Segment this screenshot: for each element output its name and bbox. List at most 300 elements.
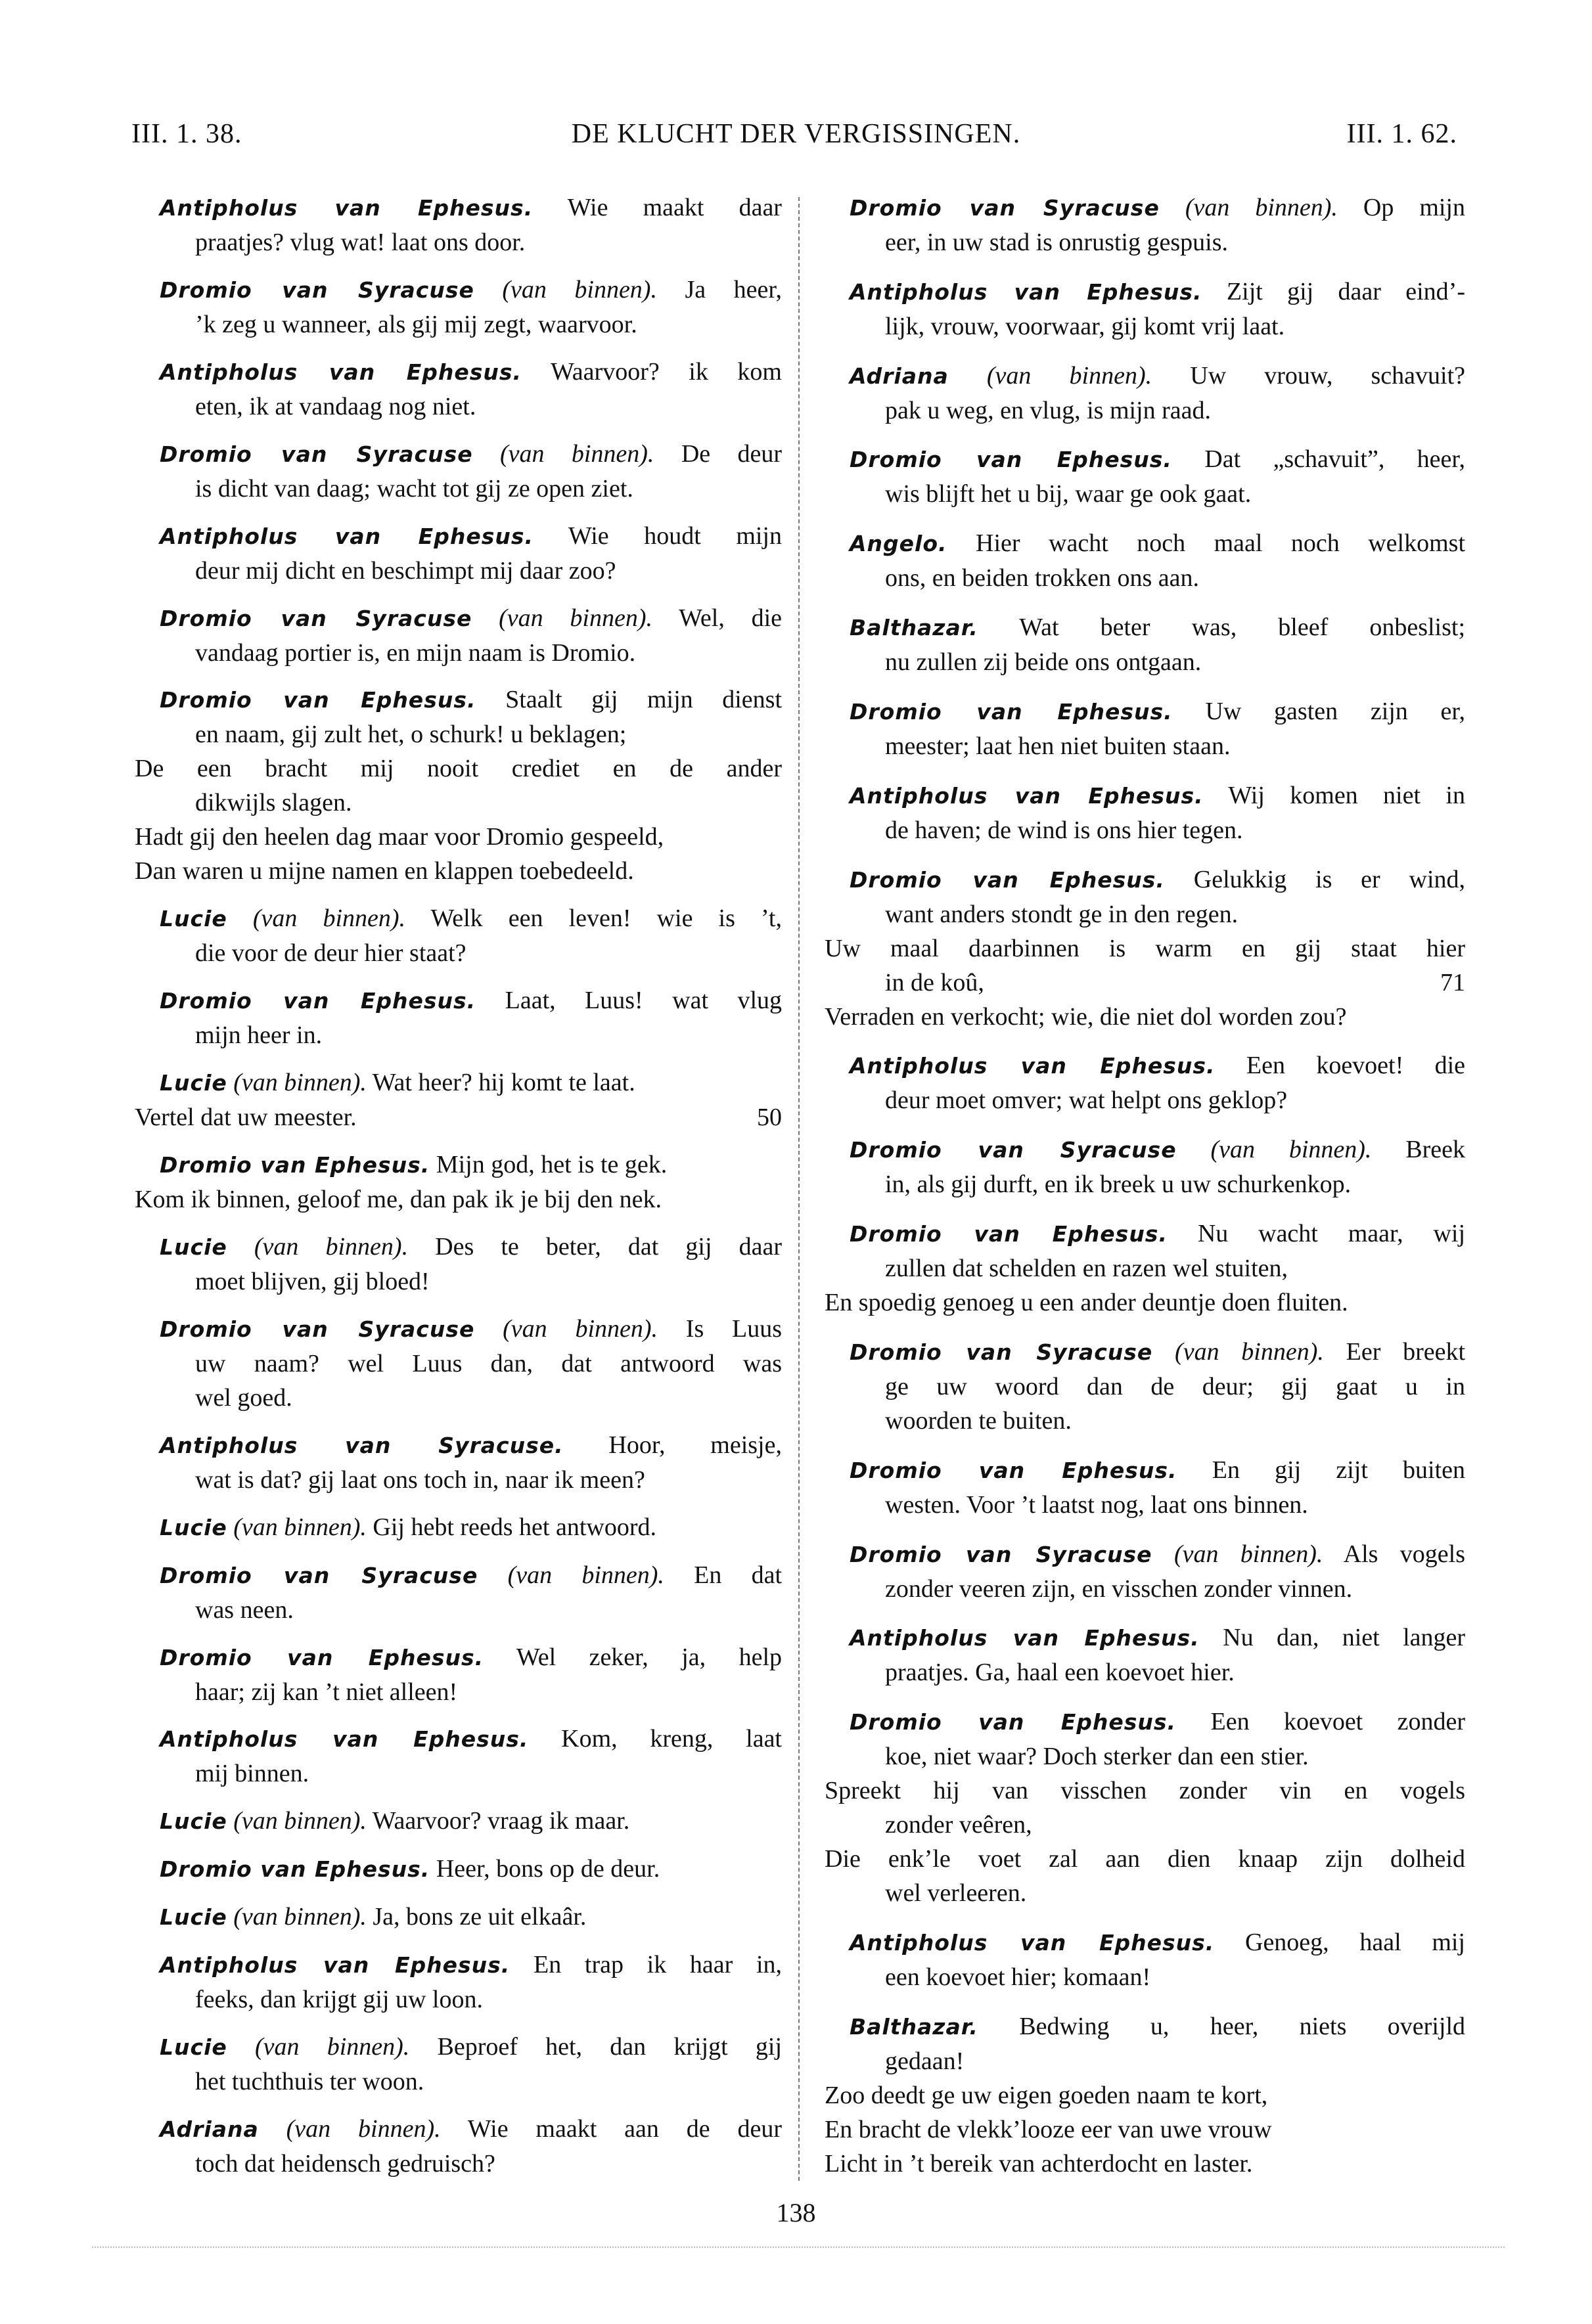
speech <box>825 862 1465 1034</box>
speaker-name: Dromio van Syracuse <box>850 195 1160 221</box>
verse-line <box>825 1655 1465 1689</box>
line-text: Die enk’le voet zal aan dien knaap zijn dolheid <box>825 1845 1465 1873</box>
line-text: Als vogels <box>1343 1540 1466 1568</box>
speaker-name: Dromio van Syracuse <box>160 1562 478 1588</box>
verse-line <box>135 1230 782 1264</box>
verse-line <box>825 1453 1465 1488</box>
verse-line <box>135 636 782 670</box>
verse-line <box>825 2044 1465 2078</box>
speaker-name: Dromio van Ephesus. <box>160 687 476 713</box>
line-text: mijn heer in. <box>195 1021 323 1050</box>
speaker-name: Dromio van Syracuse <box>850 1339 1153 1365</box>
verse-line <box>825 610 1465 645</box>
speaker-name: Dromio van Ephesus. <box>160 988 476 1014</box>
stage-direction: (van binnen). <box>233 1513 367 1541</box>
verse-line <box>135 751 782 786</box>
speech <box>135 1148 782 1217</box>
line-text: Welk een leven! wie is ’t, <box>430 905 782 933</box>
stage-direction: (van binnen). <box>986 361 1152 390</box>
speech <box>825 1335 1465 1438</box>
line-text: Nu wacht maar, wij <box>1197 1220 1466 1248</box>
speaker-name: Angelo. <box>850 531 947 557</box>
speech <box>825 1705 1465 1910</box>
line-text: Mijn god, het is te gek. <box>436 1151 668 1179</box>
verse-line <box>825 442 1465 477</box>
verse-line <box>135 472 782 506</box>
line-text: Kom, kreng, laat <box>561 1725 782 1753</box>
speaker-name: Antipholus van Ephesus. <box>160 359 522 385</box>
line-text: Dat „schavuit”, heer, <box>1204 445 1466 474</box>
stage-direction: (van binnen). <box>503 1314 658 1343</box>
stage-direction: (van binnen). <box>507 1561 664 1589</box>
line-text: wel verleeren. <box>885 1879 1027 1908</box>
speech <box>825 1048 1465 1117</box>
line-text: Wie maakt daar <box>567 194 782 221</box>
verse-line <box>825 1705 1465 1739</box>
verse-line <box>825 1488 1465 1522</box>
verse-line <box>135 1640 782 1675</box>
verse-line <box>135 1852 782 1887</box>
verse-line <box>825 1251 1465 1285</box>
line-text: Licht in ’t bereik van achterdocht en laster. <box>825 2149 1253 2178</box>
speech <box>135 1948 782 2017</box>
verse-line <box>825 1132 1465 1167</box>
line-text: Heer, bons op de deur. <box>436 1855 660 1883</box>
verse-line <box>825 190 1465 225</box>
speaker-name: Antipholus van Syracuse. <box>160 1432 564 1458</box>
verse-line <box>135 601 782 636</box>
line-text: eer, in uw stad is onrustig gespuis. <box>885 229 1228 256</box>
speaker-name: Antipholus van Ephesus. <box>160 523 534 549</box>
speaker-name: Antipholus van Ephesus. <box>850 1930 1215 1956</box>
verse-line <box>135 1948 782 1982</box>
line-text: En gij zijt buiten <box>1212 1456 1465 1484</box>
speech <box>135 437 782 506</box>
line-text: Laat, Luus! wat vlug <box>505 987 783 1015</box>
speech <box>135 983 782 1052</box>
verse-line <box>825 359 1465 393</box>
line-text: meester; laat hen niet buiten staan. <box>885 732 1231 760</box>
speaker-name: Dromio van Syracuse <box>850 1541 1152 1567</box>
verse-line <box>825 1217 1465 1251</box>
verse-line <box>135 1182 782 1217</box>
line-text: Ja, bons ze uit elkaâr. <box>373 1903 587 1931</box>
speaker-name: Antipholus van Ephesus. <box>850 1053 1216 1079</box>
line-text: En trap ik haar in, <box>534 1951 782 1979</box>
line-text: ons, en beiden trokken ons aan. <box>885 564 1200 592</box>
speech <box>825 442 1465 511</box>
speech <box>135 190 782 259</box>
verse-line <box>825 1774 1465 1808</box>
speaker-name: Adriana <box>850 363 949 389</box>
speech <box>135 355 782 424</box>
verse-line <box>135 1428 782 1463</box>
speaker-name: Dromio van Ephesus. <box>850 1457 1177 1483</box>
speech <box>135 1230 782 1299</box>
line-text: zullen dat schelden en razen wel stuiten, <box>885 1255 1288 1283</box>
speech <box>135 601 782 670</box>
verse-line <box>135 1018 782 1052</box>
verse-line <box>825 778 1465 813</box>
speech <box>825 2009 1465 2181</box>
speech <box>135 1640 782 1709</box>
line-text: feeks, dan krijgt gij uw loon. <box>195 1986 483 2014</box>
verse-line <box>135 786 782 820</box>
speech <box>825 1620 1465 1689</box>
stage-direction: (van binnen). <box>233 1807 367 1835</box>
verse-line <box>825 309 1465 344</box>
line-text: westen. Voor ’t laatst nog, laat ons binnen. <box>885 1490 1308 1519</box>
footer-rule <box>92 2246 1505 2248</box>
verse-line <box>825 2147 1465 2181</box>
speech <box>135 1722 782 1791</box>
verse-line <box>825 2112 1465 2147</box>
line-text: wis blijft het u bij, waar ge ook gaat. <box>885 480 1252 508</box>
line-text: Waarvoor? ik kom <box>550 357 782 386</box>
line-text: pak u weg, en vlug, is mijn raad. <box>885 396 1212 424</box>
verse-line <box>825 1739 1465 1774</box>
verse-line <box>135 437 782 472</box>
verse-line <box>825 1960 1465 1994</box>
stage-direction: (van binnen). <box>1175 1337 1324 1366</box>
line-text: deur moet omver; wat helpt ons geklop? <box>885 1086 1288 1115</box>
verse-line <box>825 1048 1465 1083</box>
line-text: dikwijls slagen. <box>195 789 352 817</box>
speaker-name: Lucie <box>160 906 227 932</box>
verse-line <box>135 273 782 307</box>
line-text: Wel, die <box>679 604 783 632</box>
speaker-name: Dromio van Syracuse <box>850 1137 1177 1163</box>
line-text: haar; zij kan ’t niet alleen! <box>195 1678 458 1706</box>
verse-line <box>825 966 1465 1000</box>
running-head-title: DE KLUCHT DER VERGISSINGEN. <box>571 119 1021 149</box>
line-text: Genoeg, haal mij <box>1245 1929 1465 1957</box>
line-number: 50 <box>757 1104 782 1132</box>
line-text: Zijt gij daar eind’- <box>1226 277 1465 305</box>
line-text: zonder veeren zijn, en visschen zonder vinnen. <box>885 1575 1353 1603</box>
line-text: uw naam? wel Luus dan, dat antwoord was <box>195 1349 782 1377</box>
line-text: lijk, vrouw, voorwaar, gij komt vrij laat. <box>885 312 1285 340</box>
verse-line <box>825 2078 1465 2112</box>
stage-direction: (van binnen). <box>252 905 406 933</box>
verse-line <box>135 554 782 588</box>
speech <box>825 275 1465 344</box>
speaker-name: Dromio van Ephesus. <box>850 698 1173 725</box>
speech <box>135 901 782 970</box>
verse-line <box>135 901 782 936</box>
line-text: Kom ik binnen, geloof me, dan pak ik je bij den nek. <box>135 1186 662 1214</box>
speaker-name: Adriana <box>160 2116 259 2142</box>
verse-line <box>135 1463 782 1497</box>
speaker-name: Antipholus van Ephesus. <box>850 279 1202 305</box>
line-text: koe, niet waar? Doch sterker dan een stier. <box>885 1743 1309 1771</box>
line-text: praatjes? vlug wat! laat ons door. <box>195 229 526 256</box>
verse-line <box>825 931 1465 966</box>
line-text: Hadt gij den heelen dag maar voor Dromio gespeeld, <box>135 823 664 851</box>
line-text: Uw vrouw, schavuit? <box>1190 361 1466 390</box>
line-text: Uw gasten zijn er, <box>1205 697 1466 725</box>
speech <box>825 778 1465 847</box>
speech <box>135 1312 782 1415</box>
verse-line <box>135 2112 782 2147</box>
verse-line <box>825 1000 1465 1034</box>
speech <box>825 1537 1465 1606</box>
line-text: deur mij dicht en beschimpt mij daar zoo? <box>195 556 616 585</box>
speaker-name: Antipholus van Ephesus. <box>160 1726 529 1753</box>
verse-line <box>825 645 1465 679</box>
verse-line <box>135 1804 782 1839</box>
verse-line <box>135 1312 782 1347</box>
line-text: Dan waren u mijne namen en klappen toebedeeld. <box>135 857 634 885</box>
line-text: En dat <box>694 1561 783 1589</box>
verse-line <box>825 694 1465 729</box>
line-text: Eer breekt <box>1346 1337 1466 1366</box>
line-text: Een koevoet! die <box>1246 1052 1465 1080</box>
line-text: woorden te buiten. <box>885 1406 1072 1435</box>
line-text: Is Luus <box>685 1314 783 1343</box>
line-text: was neen. <box>195 1596 294 1624</box>
verse-line <box>825 897 1465 931</box>
running-head-right: III. 1. 62. <box>1346 119 1457 149</box>
speech <box>825 359 1465 428</box>
speech <box>135 273 782 342</box>
verse-line <box>825 813 1465 847</box>
stage-direction: (van binnen). <box>233 1069 367 1097</box>
speech <box>825 610 1465 679</box>
verse-line <box>825 1572 1465 1606</box>
speech <box>825 1132 1465 1201</box>
speaker-name: Lucie <box>160 1808 227 1835</box>
verse-line <box>135 1347 782 1381</box>
verse-line <box>135 1381 782 1415</box>
speaker-name: Lucie <box>160 1904 227 1931</box>
line-text: Waarvoor? vraag ik maar. <box>372 1807 630 1835</box>
verse-line <box>135 717 782 751</box>
verse-line <box>135 936 782 970</box>
speaker-name: Dromio van Ephesus. <box>850 1709 1177 1735</box>
verse-line <box>825 2009 1465 2044</box>
verse-line <box>825 1285 1465 1320</box>
verse-line <box>825 1167 1465 1201</box>
verse-line <box>825 1083 1465 1117</box>
verse-line <box>825 1876 1465 1910</box>
verse-line <box>825 225 1465 259</box>
line-text: mij binnen. <box>195 1760 309 1788</box>
verse-line <box>135 1756 782 1791</box>
speaker-name: Dromio van Ephesus. <box>160 1152 430 1178</box>
speaker-name: Dromio van Ephesus. <box>160 1856 430 1883</box>
stage-direction: (van binnen). <box>233 1903 367 1931</box>
line-text: Wie maakt aan de deur <box>467 2114 782 2143</box>
line-text: toch dat heidensch gedruisch? <box>195 2149 495 2178</box>
line-text: Vertel dat uw meester. <box>135 1104 357 1132</box>
verse-line <box>135 983 782 1018</box>
speaker-name: Lucie <box>160 1070 227 1096</box>
speaker-name: Dromio van Ephesus. <box>850 447 1172 473</box>
speech <box>135 519 782 588</box>
line-text: Ja heer, <box>685 275 782 303</box>
speech <box>825 1925 1465 1994</box>
line-text: ge uw woord dan de deur; gij gaat u in <box>885 1372 1465 1400</box>
line-text: Staalt gij mijn dienst <box>505 686 783 714</box>
line-text: en naam, gij zult het, o schurk! u beklagen; <box>195 721 627 749</box>
line-text: Wie houdt mijn <box>568 522 782 550</box>
running-head-left: III. 1. 38. <box>131 119 242 149</box>
line-text: zonder veêren, <box>885 1811 1032 1839</box>
speech <box>825 526 1465 595</box>
line-text: En bracht de vlekk’looze eer van uwe vrouw <box>825 2115 1272 2143</box>
verse-line <box>135 820 782 854</box>
line-text: Wat heer? hij komt te laat. <box>372 1069 635 1097</box>
speaker-name: Antipholus van Ephesus. <box>850 1625 1200 1651</box>
line-text: Nu dan, niet langer <box>1223 1624 1466 1652</box>
speech <box>135 1510 782 1545</box>
verse-line <box>135 1675 782 1709</box>
line-text: Wat beter was, bleef onbeslist; <box>1019 614 1465 642</box>
verse-line <box>825 477 1465 511</box>
verse-line <box>825 729 1465 763</box>
line-text: want anders stondt ge in den regen. <box>885 900 1239 928</box>
verse-line <box>135 1100 782 1134</box>
speech <box>135 1558 782 1627</box>
line-text: Zoo deedt ge uw eigen goeden naam te kort, <box>825 2081 1268 2109</box>
verse-line <box>135 682 782 717</box>
verse-line <box>135 225 782 259</box>
verse-line <box>825 1335 1465 1370</box>
verse-line <box>825 1404 1465 1438</box>
line-text: in de koû, <box>885 968 984 996</box>
stage-direction: (van binnen). <box>1173 1540 1323 1568</box>
verse-line <box>135 390 782 424</box>
verse-line <box>825 275 1465 309</box>
stage-direction: (van binnen). <box>502 275 657 303</box>
speaker-name: Balthazar. <box>850 615 978 641</box>
line-text: nu zullen zij beide ons ontgaan. <box>885 648 1202 677</box>
speech <box>135 1428 782 1497</box>
verse-line <box>825 1842 1465 1876</box>
speaker-name: Antipholus van Ephesus. <box>160 195 534 221</box>
line-text: praatjes. Ga, haal een koevoet hier. <box>885 1659 1235 1687</box>
line-text: een koevoet hier; komaan! <box>885 1963 1151 1992</box>
speaker-name: Dromio van Syracuse <box>160 277 474 303</box>
verse-line <box>135 2030 782 2065</box>
line-text: En spoedig genoeg u een ander deuntje doen fluiten. <box>825 1289 1348 1317</box>
verse-line <box>825 561 1465 595</box>
line-text: ’k zeg u wanneer, als gij mij zegt, waarvoor. <box>195 310 637 338</box>
verse-line <box>135 854 782 888</box>
speech <box>135 1065 782 1134</box>
line-text: gedaan! <box>885 2047 965 2075</box>
line-text: Op mijn <box>1363 194 1465 221</box>
speaker-name: Lucie <box>160 1514 227 1540</box>
line-text: Wel zeker, ja, help <box>516 1643 782 1671</box>
line-text: Spreekt hij van visschen zonder vin en vogels <box>825 1777 1465 1805</box>
verse-line <box>825 862 1465 897</box>
text-column-left <box>135 190 782 2181</box>
stage-direction: (van binnen). <box>1210 1136 1372 1164</box>
line-text: Verraden en verkocht; wie, die niet dol worden zou? <box>825 1002 1347 1031</box>
stage-direction: (van binnen). <box>499 604 652 632</box>
verse-line <box>135 2065 782 2099</box>
verse-line <box>825 526 1465 561</box>
verse-line <box>135 1982 782 2017</box>
line-text: De deur <box>681 439 783 468</box>
speech <box>825 694 1465 763</box>
speech <box>135 1900 782 1934</box>
speech <box>825 1453 1465 1522</box>
verse-line <box>135 1510 782 1545</box>
speech <box>135 2030 782 2099</box>
verse-line <box>825 1370 1465 1404</box>
line-text: de haven; de wind is ons hier tegen. <box>885 816 1243 844</box>
line-text: wat is dat? gij laat ons toch in, naar ik meen? <box>195 1465 645 1494</box>
verse-line <box>135 1722 782 1756</box>
verse-line <box>825 1808 1465 1842</box>
verse-line <box>135 1264 782 1299</box>
speaker-name: Antipholus van Ephesus. <box>160 1952 511 1978</box>
speech <box>135 682 782 888</box>
speaker-name: Lucie <box>160 2034 227 2060</box>
speaker-name: Antipholus van Ephesus. <box>850 782 1204 809</box>
line-text: eten, ik at vandaag nog niet. <box>195 392 476 420</box>
speaker-name: Dromio van Syracuse <box>160 1316 475 1342</box>
stage-direction: (van binnen). <box>286 2114 441 2143</box>
verse-line <box>135 2147 782 2181</box>
line-text: wel goed. <box>195 1383 292 1412</box>
verse-line <box>135 1900 782 1934</box>
line-text: Een koevoet zonder <box>1210 1708 1466 1736</box>
text-column-right <box>825 190 1465 2181</box>
line-text: Hier wacht noch maal noch welkomst <box>976 529 1466 558</box>
speech <box>135 1804 782 1839</box>
line-text: Gij hebt reeds het antwoord. <box>373 1513 656 1541</box>
verse-line <box>825 393 1465 428</box>
line-text: is dicht van daag; wacht tot gij ze open ziet. <box>195 474 633 503</box>
speech <box>825 1217 1465 1320</box>
speaker-name: Lucie <box>160 1234 227 1260</box>
speaker-name: Dromio van Syracuse <box>160 605 472 631</box>
speaker-name: Dromio van Ephesus. <box>850 1221 1168 1247</box>
line-number: 71 <box>1440 968 1465 996</box>
speech <box>825 190 1465 259</box>
page-number: 138 <box>776 2198 816 2227</box>
line-text: Bedwing u, heer, niets overijld <box>1019 2012 1465 2040</box>
line-text: moet blijven, gij bloed! <box>195 1267 430 1295</box>
line-text: vandaag portier is, en mijn naam is Dromio. <box>195 638 636 667</box>
speaker-name: Dromio van Syracuse <box>160 441 473 467</box>
verse-line <box>135 1558 782 1593</box>
speaker-name: Dromio van Ephesus. <box>160 1644 484 1670</box>
stage-direction: (van binnen). <box>1185 194 1338 221</box>
verse-line <box>135 1065 782 1100</box>
line-text: die voor de deur hier staat? <box>195 939 466 968</box>
line-text: Gelukkig is er wind, <box>1193 865 1466 893</box>
speech <box>135 2112 782 2181</box>
verse-line <box>135 190 782 225</box>
column-divider <box>798 197 800 2181</box>
line-text: Uw maal daarbinnen is warm en gij staat hier <box>825 934 1465 962</box>
line-text: het tuchthuis ter woon. <box>195 2067 424 2095</box>
verse-line <box>135 1593 782 1627</box>
verse-line <box>135 1148 782 1182</box>
line-text: Beproef het, dan krijgt gij <box>437 2032 782 2061</box>
line-text: Breek <box>1405 1136 1465 1164</box>
stage-direction: (van binnen). <box>254 1232 409 1261</box>
speech <box>135 1852 782 1887</box>
line-text: Des te beter, dat gij daar <box>435 1232 782 1261</box>
line-text: in, als gij durft, en ik breek u uw schurkenkop. <box>885 1171 1352 1199</box>
verse-line <box>825 1537 1465 1572</box>
